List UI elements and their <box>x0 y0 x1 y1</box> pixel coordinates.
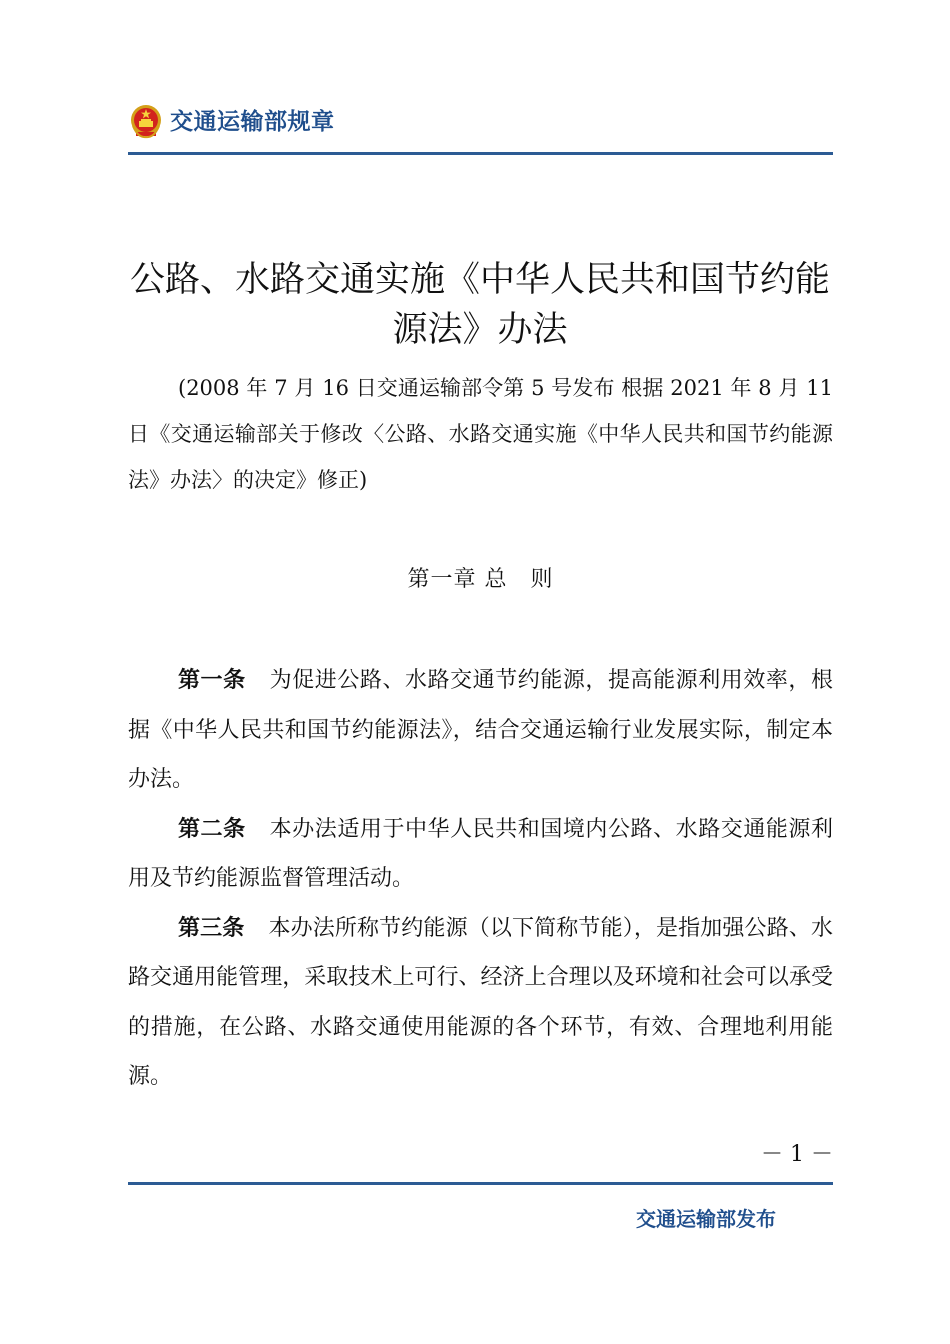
header-title: 交通运输部规章 <box>170 109 335 135</box>
article-text: 本办法适用于中华人民共和国境内公路、水路交通能源利用及节约能源监督管理活动。 <box>128 816 833 891</box>
article-text: 为促进公路、水路交通节约能源，提高能源利用效率，根据《中华人民共和国节约能源法》，结合交通运输行业发展实际，制定本办法。 <box>128 668 833 792</box>
article-2 <box>128 805 833 904</box>
footer-divider <box>128 1182 833 1185</box>
header-divider <box>128 152 833 155</box>
chapter-heading: 第一章 总 则 <box>407 567 554 592</box>
footer-publisher: 交通运输部发布 <box>636 1207 776 1231</box>
article-text: 本办法所称节约能源（以下简称节能），是指加强公路、水路交通用能管理，采取技术上可行、经济上合理以及环境和社会可以承受的措施，在公路、水路交通使用能源的各个环节，有效、合理地利用能源。 <box>128 915 833 1089</box>
article-list <box>128 656 833 1102</box>
page-number: － 1 － <box>761 1142 833 1167</box>
document-title: 公路、水路交通实施《中华人民共和国节约能源法》办法 <box>129 260 830 350</box>
article-1 <box>128 656 833 805</box>
article-3 <box>128 904 833 1102</box>
article-number: 第一条 <box>178 668 246 693</box>
article-number: 第三条 <box>178 915 245 941</box>
national-emblem-icon <box>130 104 162 140</box>
page-header <box>128 100 833 156</box>
article-number: 第二条 <box>178 816 246 842</box>
document-subtitle: (2008 年 7 月 16 日交通运输部令第 5 号发布 根据 2021 年 8 月 11 日《交通运输部关于修改〈公路、水路交通实施《中华人民共和国节约能源法》办法〉的决定》修正) <box>128 376 833 492</box>
